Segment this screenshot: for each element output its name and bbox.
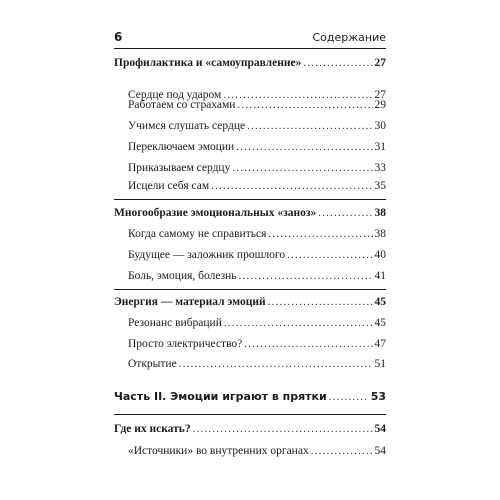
toc-entry (128, 355, 386, 371)
toc-entry-page: 54 (374, 445, 386, 457)
toc-entry-title: Когда самому не справиться (128, 228, 267, 240)
toc-entry (128, 117, 386, 133)
toc-entry-page: 31 (374, 141, 386, 153)
toc-entry-title: Боль, эмоция, болезнь (128, 270, 237, 282)
toc-leader-dots (311, 444, 373, 458)
toc-leader-dots (329, 390, 369, 404)
running-title: Содержание (312, 31, 386, 44)
toc-entry (128, 267, 386, 283)
toc-entry (128, 159, 386, 175)
toc-entry-title: Где их искать? (114, 423, 191, 435)
toc-entry-title: Открытие (128, 358, 177, 370)
toc-entry-page: 51 (374, 358, 386, 370)
toc-entry-title: Просто электричество? (128, 338, 243, 350)
toc-entry-title: Будущее — заложник прошлого (128, 249, 286, 261)
toc-leader-dots (211, 179, 372, 193)
toc-entry-section (114, 54, 386, 70)
toc-entry (128, 314, 386, 330)
toc-entry (128, 96, 386, 112)
toc-entry-page: 41 (374, 270, 386, 282)
toc-leader-dots (268, 295, 373, 309)
toc-entry-title: Учимся слушать сердце (128, 120, 246, 132)
toc-entry-page: 45 (374, 317, 386, 329)
toc-entry-title: «Источники» во внутренних органах (128, 445, 309, 457)
toc-entry-title: Энергия — материал эмоций (114, 296, 266, 308)
toc-entry-title: Сердце под ударом (128, 89, 222, 101)
toc-entry-title: Профилактика и «самоуправление» (114, 57, 302, 69)
page-number: 6 (114, 30, 123, 44)
toc-entry-section (114, 204, 386, 220)
toc-entry-page: 33 (374, 162, 386, 174)
toc-entry-page: 38 (374, 228, 386, 240)
toc-leader-dots (247, 119, 372, 133)
toc-entry (128, 246, 386, 262)
toc-leader-dots (232, 161, 372, 175)
toc-entry-part (114, 388, 386, 404)
toc-leader-dots (244, 337, 372, 351)
toc-leader-dots (224, 316, 373, 330)
toc-entry-page: 35 (374, 180, 386, 192)
toc-entry (128, 225, 386, 241)
toc-leader-dots (268, 227, 372, 241)
toc-entry-title: Многообразие эмоциональных «заноз» (114, 207, 317, 219)
section-divider (114, 414, 386, 415)
toc-entry (128, 442, 386, 458)
toc-entry-section (114, 420, 386, 436)
toc-entry-page: 38 (374, 207, 386, 219)
toc-entry-title: Исцели себя сам (128, 180, 210, 192)
toc-entry-page: 53 (370, 390, 386, 403)
toc-leader-dots (287, 248, 372, 262)
toc-leader-dots (303, 56, 372, 70)
toc-leader-dots (239, 269, 373, 283)
toc-entry-page: 27 (374, 57, 386, 69)
toc-entry-title: Приказываем сердцу (128, 162, 231, 174)
toc-entry (128, 138, 386, 154)
section-divider (114, 289, 386, 290)
toc-entry-page: 45 (374, 296, 386, 308)
toc-entry-page: 40 (374, 249, 386, 261)
toc-entry-page: 30 (374, 120, 386, 132)
toc-leader-dots (318, 206, 372, 220)
toc-entry-title: Работаем со страхами (128, 99, 236, 111)
toc-entry-page: 47 (374, 338, 386, 350)
toc-leader-dots (193, 422, 373, 436)
toc-entry-page: 29 (374, 99, 386, 111)
toc-entry (128, 177, 386, 193)
toc-entry (128, 335, 386, 351)
toc-leader-dots (237, 98, 372, 112)
toc-entry-section (114, 293, 386, 309)
toc-entry-title: Переключаем эмоции (128, 141, 235, 153)
section-divider (114, 199, 386, 200)
toc-entry-title: Резонанс вибраций (128, 317, 222, 329)
page-header (114, 30, 386, 49)
toc-entry-title: Часть II. Эмоции играют в прятки (114, 390, 327, 403)
toc-entry-page: 27 (374, 89, 386, 101)
toc-entry-page: 54 (374, 423, 386, 435)
toc-leader-dots (236, 140, 372, 154)
toc-leader-dots (179, 357, 373, 371)
